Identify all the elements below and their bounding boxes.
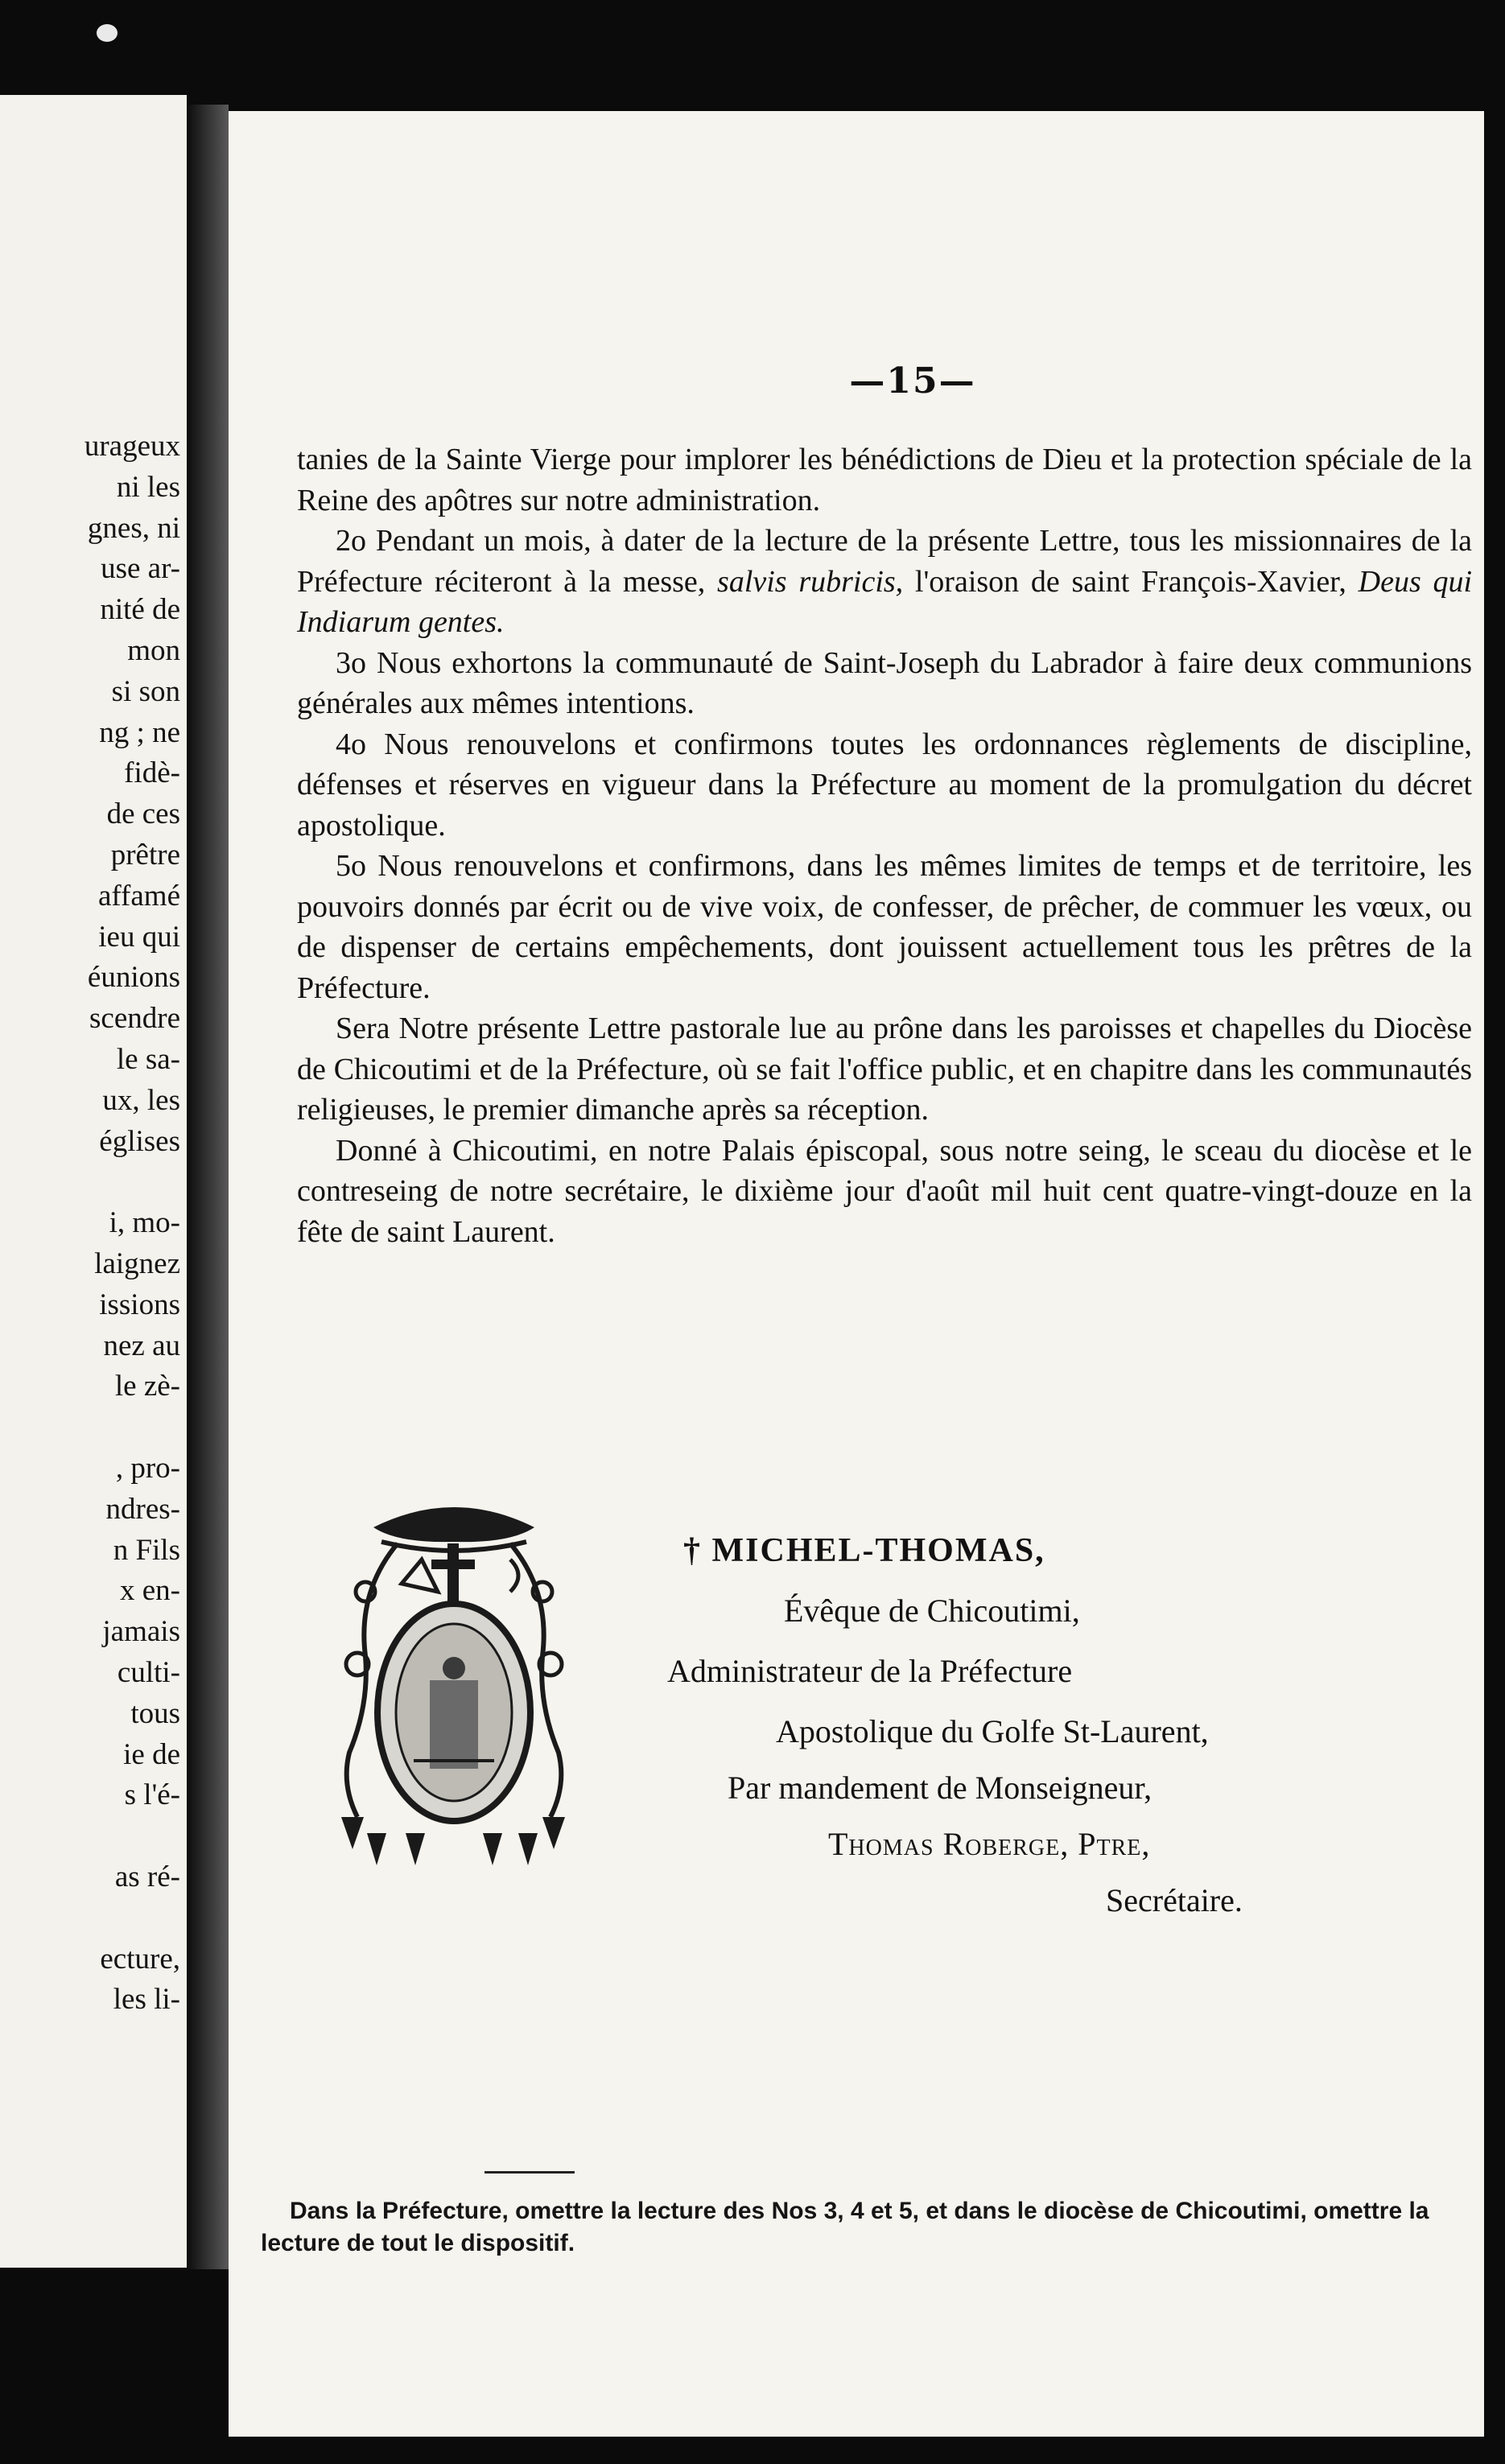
signatory-title-1: Évêque de Chicoutimi, xyxy=(784,1593,1080,1629)
dust-speck xyxy=(97,24,118,42)
signatory-name: † MICHEL-THOMAS, xyxy=(683,1532,1045,1569)
left-page-line: le zè- xyxy=(114,1370,180,1403)
left-page-line: s l'é- xyxy=(124,1778,180,1812)
paragraph-1: tanies de la Sainte Vierge pour implorer les bénédictions de Dieu et la protection spéciale de la Reine des apôtres sur notre administration. xyxy=(297,443,1472,517)
paragraph-2-text-a: 2o Pendant un mois, à dater de la lecture de la présente Lettre, tous les missionnaires de la Préfecture réciteront à la messe, xyxy=(297,524,1472,599)
left-page-line: , pro- xyxy=(115,1452,180,1485)
book-gutter xyxy=(187,105,229,2269)
signatory-title-3: Apostolique du Golfe St-Laurent, xyxy=(776,1713,1209,1749)
paragraph-6: Sera Notre présente Lettre pastorale lue au prône dans les paroisses et chapelles du Diocèse de Chicoutimi et de la Préfecture, où se fait l'office public, et en chapitre dans les communautés religieuses, le premier dimanche après sa réception. xyxy=(297,1012,1472,1127)
left-page-line: gnes, ni xyxy=(87,511,180,545)
left-page-line: x en- xyxy=(120,1574,180,1608)
mandate-line: Par mandement de Monseigneur, xyxy=(728,1770,1152,1806)
left-page-line: le sa- xyxy=(116,1043,180,1076)
left-page-line: éunions xyxy=(87,961,180,995)
left-page-line: de ces xyxy=(106,797,180,831)
paragraph-7: Donné à Chicoutimi, en notre Palais épiscopal, sous notre seing, le sceau du diocèse et le contreseing de notre secrétaire, le dixième jour d'août mil huit cent quatre-vingt-douze en la fête de saint Laurent. xyxy=(297,1133,1472,1249)
paragraph-3: 3o Nous exhortons la communauté de Saint-Joseph du Labrador à faire deux communions générales aux mêmes intentions. xyxy=(297,645,1472,720)
signatory-title-2: Administrateur de la Préfecture xyxy=(667,1653,1073,1689)
left-page-line: jamais xyxy=(102,1615,180,1649)
left-page-line: i, mo- xyxy=(109,1206,180,1240)
left-page-line: prêtre xyxy=(110,839,180,871)
left-page-fragment xyxy=(0,95,187,2268)
body-text xyxy=(297,439,1472,1252)
left-page-line: ecture, xyxy=(100,1942,180,1976)
left-page-line: fidè- xyxy=(124,756,180,790)
left-page-line: laignez xyxy=(94,1247,180,1280)
paragraph-2 xyxy=(297,521,1472,643)
left-page-line: tous xyxy=(130,1696,180,1730)
left-page-line: ie de xyxy=(123,1737,180,1771)
footnote-rule xyxy=(484,2171,575,2174)
left-page-line: ndres- xyxy=(105,1492,180,1526)
left-page-line: use ar- xyxy=(101,552,180,586)
left-page-line: culti- xyxy=(117,1656,180,1689)
left-page-line: les li- xyxy=(113,1983,180,2017)
left-page-line: nez au xyxy=(103,1329,180,1362)
left-page-line: églises xyxy=(99,1124,180,1158)
left-page-line: affamé xyxy=(97,879,180,913)
left-page-line: n Fils xyxy=(113,1533,180,1567)
left-page-line: as ré- xyxy=(114,1860,180,1893)
paragraph-5: 5o Nous renouvelons et confirmons, dans les mêmes limites de temps et de territoire, les pouvoirs donnés par écrit ou de vive voix, de confesser, de prêcher, de commuer les vœux, ou de dispenser de certains empêchements, dont jouissent actuellement tous les prêtres de la Préfecture. xyxy=(297,849,1472,1005)
episcopal-coat-of-arms-icon xyxy=(325,1495,583,1889)
paragraph-2-latin-1: salvis rubricis, xyxy=(717,564,904,599)
left-page-line: ieu qui xyxy=(98,920,180,954)
paragraph-2-latin-2: Deus qui Indiarum gentes. xyxy=(297,564,1473,639)
document-page xyxy=(229,111,1484,2437)
secretary-title: Secrétaire. xyxy=(1106,1882,1243,1918)
secretary-name: Thomas Roberge, Ptre, xyxy=(828,1826,1151,1862)
left-page-line: si son xyxy=(111,674,180,708)
page-number: —15— xyxy=(849,361,976,402)
left-page-line: issions xyxy=(99,1288,180,1321)
left-page-line: ni les xyxy=(116,470,180,504)
left-page-line: ux, les xyxy=(102,1083,180,1117)
footnote: Dans la Préfecture, omettre la lecture des Nos 3, 4 et 5, et dans le diocèse de Chicoutimi, omettre la lecture de tout le dispositif. xyxy=(261,2198,1429,2256)
left-page-line: mon xyxy=(127,634,180,667)
left-page-line: scendre xyxy=(89,1002,180,1036)
paragraph-2-text-b: l'oraison de saint François-Xavier, xyxy=(914,564,1346,599)
left-page-line: urageux xyxy=(84,430,180,463)
left-page-line: ng ; ne xyxy=(99,715,180,749)
paragraph-4: 4o Nous renouvelons et confirmons toutes les ordonnances règlements de discipline, défenses et réserves en vigueur dans la Préfecture au moment de la promulgation du décret apostolique. xyxy=(297,727,1472,843)
left-page-line: nité de xyxy=(100,593,180,627)
